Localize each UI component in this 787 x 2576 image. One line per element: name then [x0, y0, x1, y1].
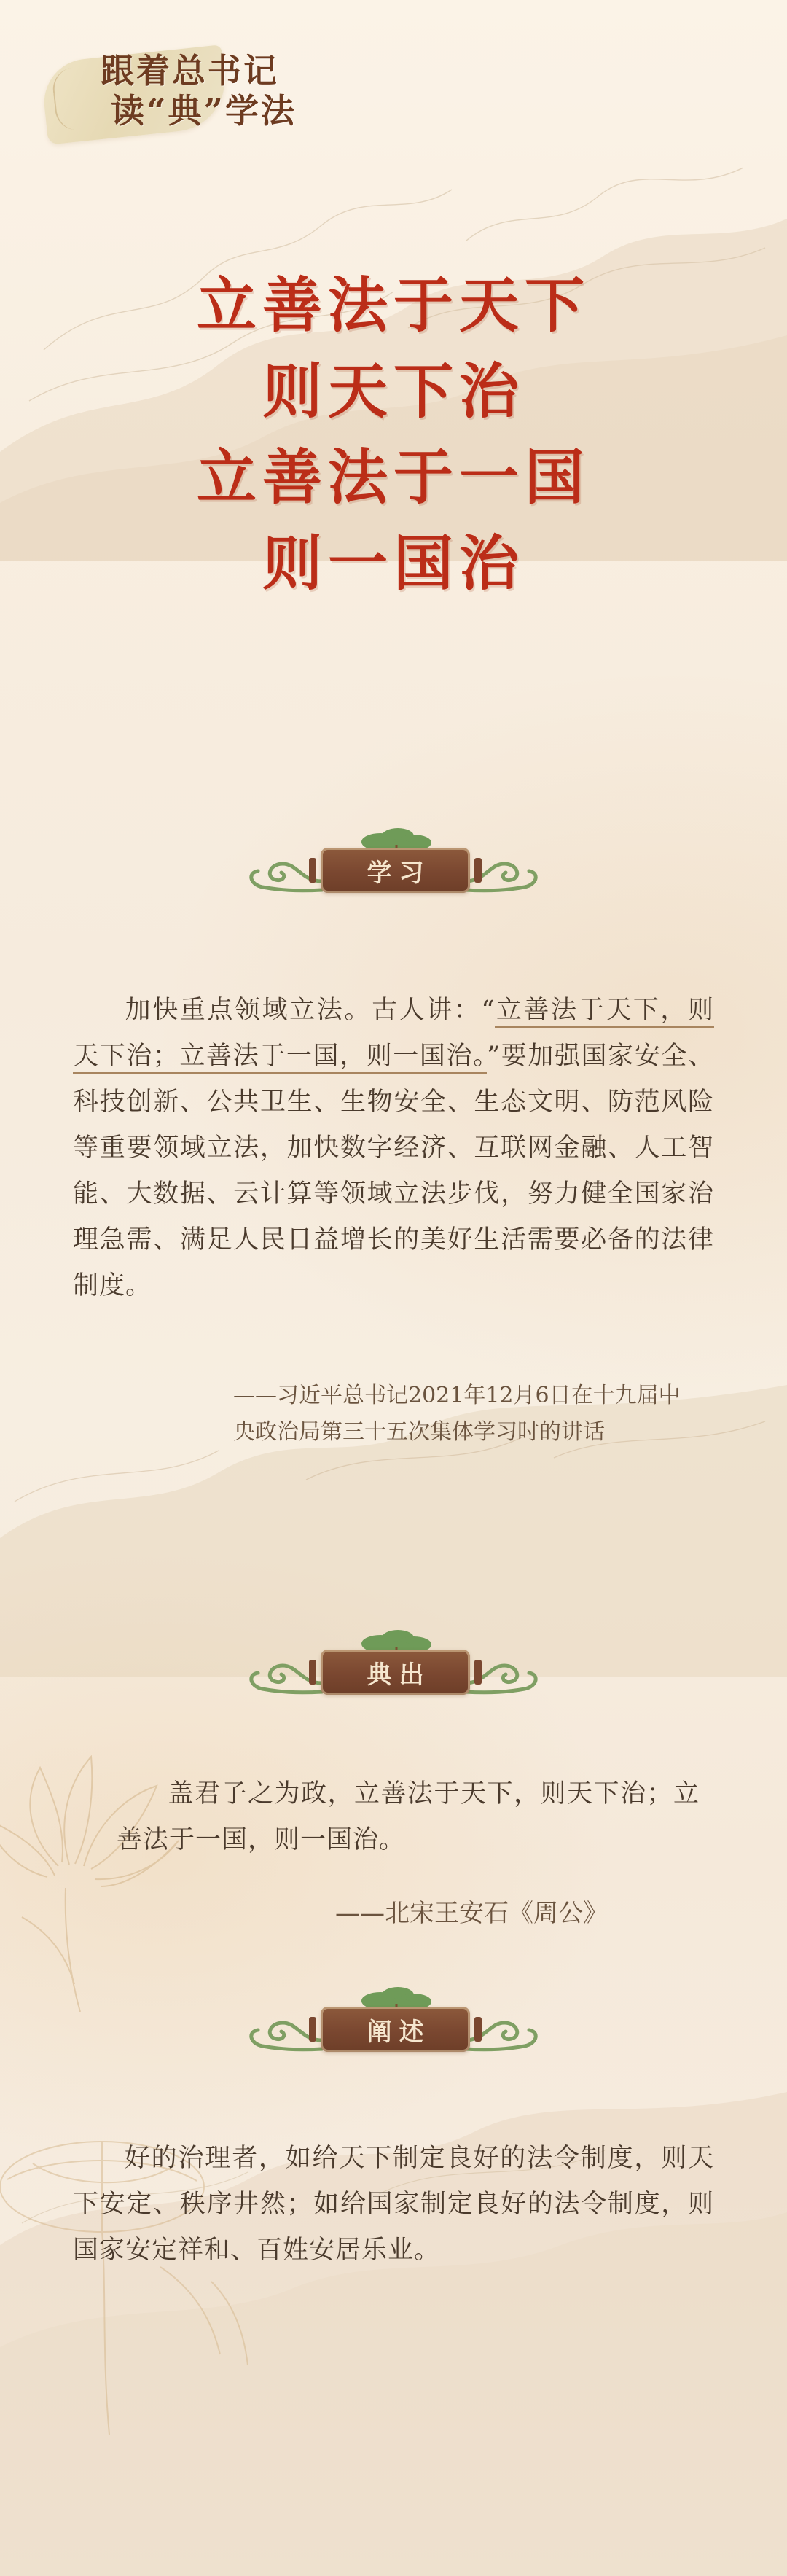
section-header-exposition	[0, 1979, 787, 2066]
cloud-ornament-right-icon	[459, 2011, 547, 2052]
section-header-origin	[0, 1622, 787, 1709]
exposition-paragraph-text: 好的治理者，如给天下制定良好的法令制度，则天下安定、秩序井然；如给国家制定良好的法令制度，则国家安定祥和、百姓安居乐业。	[73, 2144, 714, 2265]
brand-title-line2: 读“典”学法	[111, 91, 297, 130]
main-title	[0, 262, 787, 606]
main-title-line-1: 立善法于天下	[196, 270, 590, 340]
cloud-ornament-right-icon	[459, 852, 547, 893]
section-plaque-study	[321, 848, 470, 893]
section-body-exposition	[73, 2136, 714, 2273]
brand-title	[101, 51, 348, 131]
main-title-line-4: 则一国治	[262, 528, 525, 598]
section-source-origin: ——北宋王安石《周公》	[335, 1899, 608, 1928]
brand-logo	[44, 41, 350, 150]
section-label-exposition: 阐述	[367, 2017, 431, 2047]
quoted-classical-phrase: 立善法于天下，则天下治；立善法于一国，则一国治。	[73, 996, 714, 1074]
section-plaque-exposition	[321, 2007, 470, 2052]
brand-title-line1: 跟着总书记	[101, 51, 279, 90]
section-body-study	[73, 988, 714, 1309]
section-label-study: 学习	[367, 858, 431, 888]
section-plaque-origin	[321, 1650, 470, 1695]
section-body-origin	[117, 1771, 700, 1863]
mountain-wash-bottom	[0, 2005, 787, 2576]
section-label-origin: 典出	[367, 1660, 431, 1690]
section-source-study: ——习近平总书记2021年12月6日在十九届中央政治局第三十五次集体学习时的讲话	[233, 1383, 681, 1445]
main-title-line-2: 则天下治	[262, 356, 525, 426]
study-paragraph-text: 加快重点领域立法。古人讲：“立善法于天下，则天下治；立善法于一国，则一国治。”要加强国家安全、科技创新、公共卫生、生物安全、生态文明、防范风险等重要领域立法，加快数字经济、互联网金融、人工智能、大数据、云计算等领域立法步伐，努力健全国家治理急需、满足人民日益增长的美好生活需要必备的法律制度。	[73, 996, 714, 1300]
origin-paragraph-text: 盖君子之为政，立善法于天下，则天下治；立善法于一国，则一国治。	[117, 1779, 700, 1854]
main-title-line-3: 立善法于一国	[196, 442, 590, 512]
cloud-ornament-right-icon	[459, 1654, 547, 1695]
section-header-study	[0, 820, 787, 908]
